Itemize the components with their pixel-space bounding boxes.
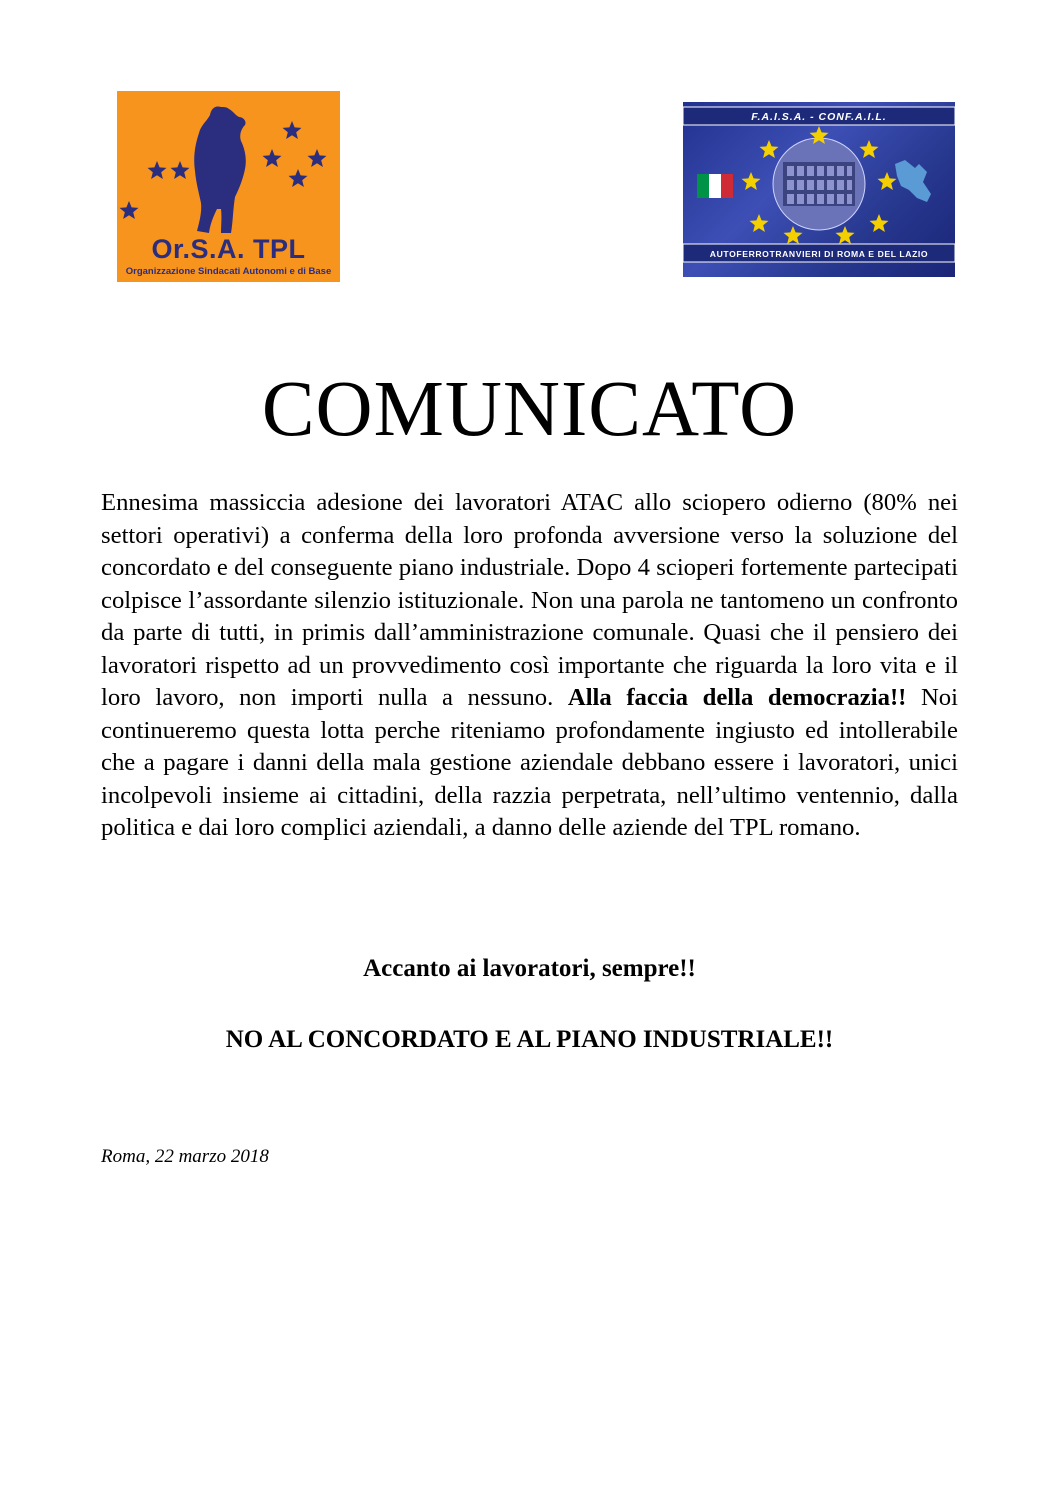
body-text-bold: Alla faccia della democrazia!! — [567, 684, 907, 711]
body-text-part2: Noi continueremo questa lotta perche riteniamo profondamente ingiusto ed intollerabile che a pagare i danni della mala gestione aziendale debbano essere i lavoratori, unici incolpevoli insieme ai cittadini, della razzia perpetrata, nell’ultimo ventennio, dalla politica e dai loro complici aziendali, a danno delle aziende del TPL romano. — [101, 684, 959, 841]
body-paragraph — [101, 487, 958, 845]
faisa-logo-bottom-text: AUTOFERROTRANVIERI DI ROMA E DEL LAZIO — [709, 249, 929, 259]
faisa-logo-top-text: F.A.I.S.A. - CONF.A.I.L. — [751, 111, 887, 123]
place-and-date: Roma, 22 marzo 2018 — [101, 1146, 269, 1167]
slogan-no-concordato: NO AL CONCORDATO E AL PIANO INDUSTRIALE!! — [225, 1026, 834, 1053]
orsa-tpl-logo — [117, 91, 340, 282]
slogan-workers: Accanto ai lavoratori, sempre!! — [363, 955, 696, 982]
orsa-logo-subtitle: Organizzazione Sindacati Autonomi e di Base — [125, 266, 332, 277]
orsa-logo-name: Or.S.A. TPL — [151, 234, 306, 264]
page-title: COMUNICATO — [261, 366, 798, 453]
faisa-confail-logo — [683, 102, 955, 277]
body-text-part1: Ennesima massiccia adesione dei lavoratori ATAC allo sciopero odierno (80% nei settori operativi) a conferma della loro profonda avversione verso la soluzione del concordato e del conseguente piano industriale. Dopo 4 scioperi fortemente partecipati colpisce l’assordante silenzio istituzionale. Non una parola ne tantomeno un confronto da parte di tutti, in primis dall’amministrazione comunale. Quasi che il pensiero dei lavoratori rispetto ad un provvedimento così importante che riguarda la loro vita e il loro lavoro, non importi nulla a nessuno. — [101, 489, 958, 711]
